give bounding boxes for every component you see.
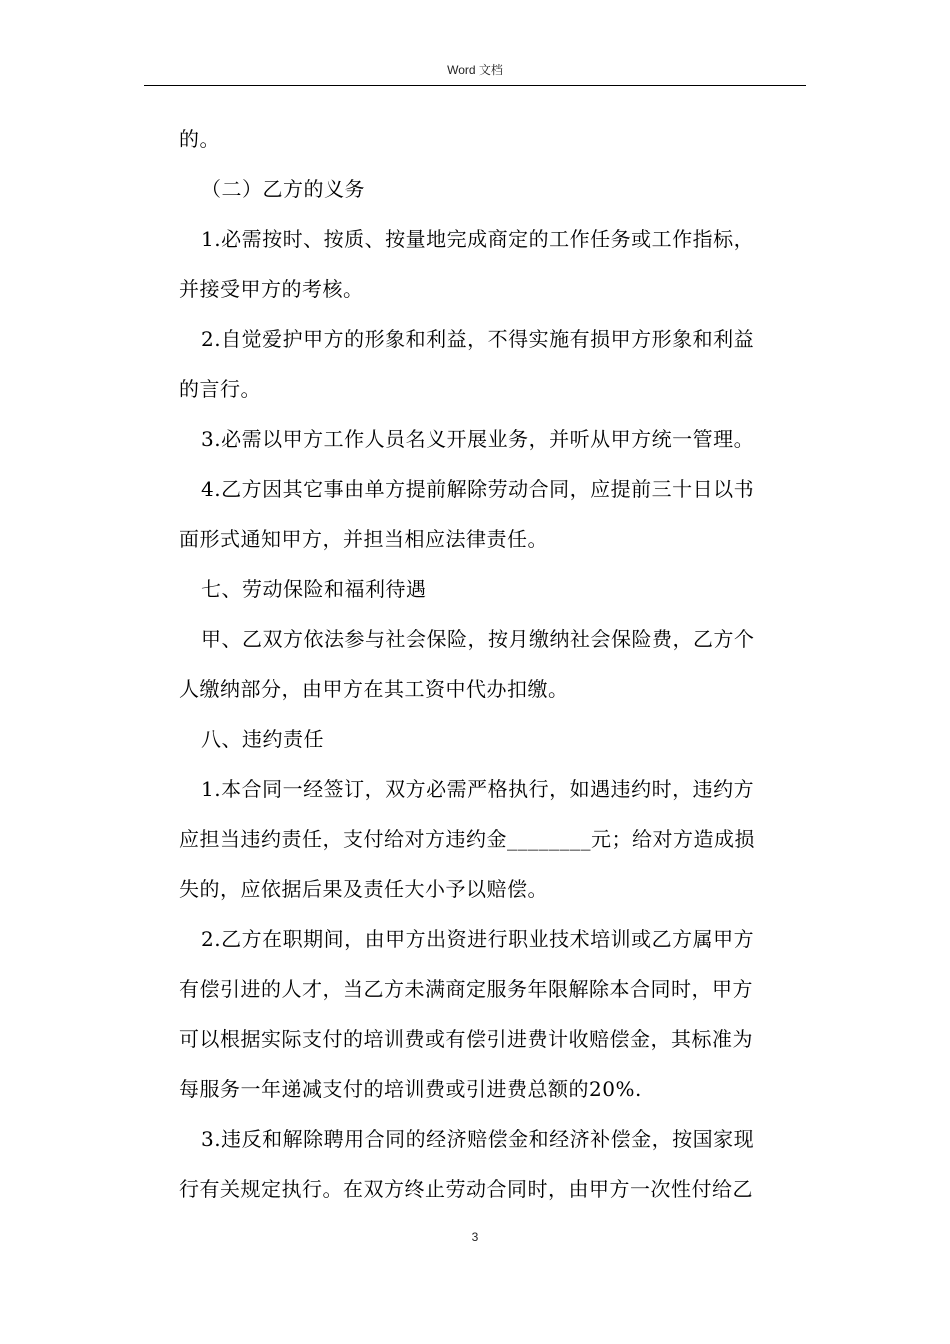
section-heading: 七、劳动保险和福利待遇 bbox=[201, 577, 427, 601]
text-line: 的言行。 bbox=[179, 377, 261, 401]
text-line: 1.本合同一经签订，双方必需严格执行，如遇违约时，违约方 bbox=[201, 777, 755, 801]
text-line: 应担当违约责任，支付给对方违约金________元；给对方造成损 bbox=[179, 827, 755, 851]
text-line: 并接受甲方的考核。 bbox=[179, 277, 364, 301]
header-divider bbox=[144, 85, 806, 86]
page-number: 3 bbox=[471, 1230, 479, 1244]
text-line: 3.违反和解除聘用合同的经济赔偿金和经济补偿金，按国家现 bbox=[201, 1127, 755, 1151]
text-line: 4.乙方因其它事由单方提前解除劳动合同，应提前三十日以书 bbox=[201, 477, 755, 501]
text-line: 每服务一年递减支付的培训费或引进费总额的20%. bbox=[179, 1077, 642, 1101]
text-line: 人缴纳部分，由甲方在其工资中代办扣缴。 bbox=[179, 677, 569, 701]
page-header: Word 文档 bbox=[447, 63, 503, 77]
text-line: 失的，应依据后果及责任大小予以赔偿。 bbox=[179, 877, 548, 901]
text-line: 行有关规定执行。在双方终止劳动合同时，由甲方一次性付给乙 bbox=[179, 1177, 753, 1201]
text-line: 2.自觉爱护甲方的形象和利益，不得实施有损甲方形象和利益 bbox=[201, 327, 755, 351]
text-line: 的。 bbox=[179, 127, 220, 151]
text-line: 面形式通知甲方，并担当相应法律责任。 bbox=[179, 527, 548, 551]
section-heading: （二）乙方的义务 bbox=[201, 177, 365, 201]
text-line: 1.必需按时、按质、按量地完成商定的工作任务或工作指标， bbox=[201, 227, 755, 251]
text-line: 甲、乙双方依法参与社会保险，按月缴纳社会保险费，乙方个 bbox=[201, 627, 755, 651]
text-line: 3.必需以甲方工作人员名义开展业务，并听从甲方统一管理。 bbox=[201, 427, 755, 451]
text-line: 可以根据实际支付的培训费或有偿引进费计收赔偿金，其标准为 bbox=[179, 1027, 753, 1051]
section-heading: 八、违约责任 bbox=[201, 727, 324, 751]
text-line: 有偿引进的人才，当乙方未满商定服务年限解除本合同时，甲方 bbox=[179, 977, 753, 1001]
text-line: 2.乙方在职期间，由甲方出资进行职业技术培训或乙方属甲方 bbox=[201, 927, 755, 951]
